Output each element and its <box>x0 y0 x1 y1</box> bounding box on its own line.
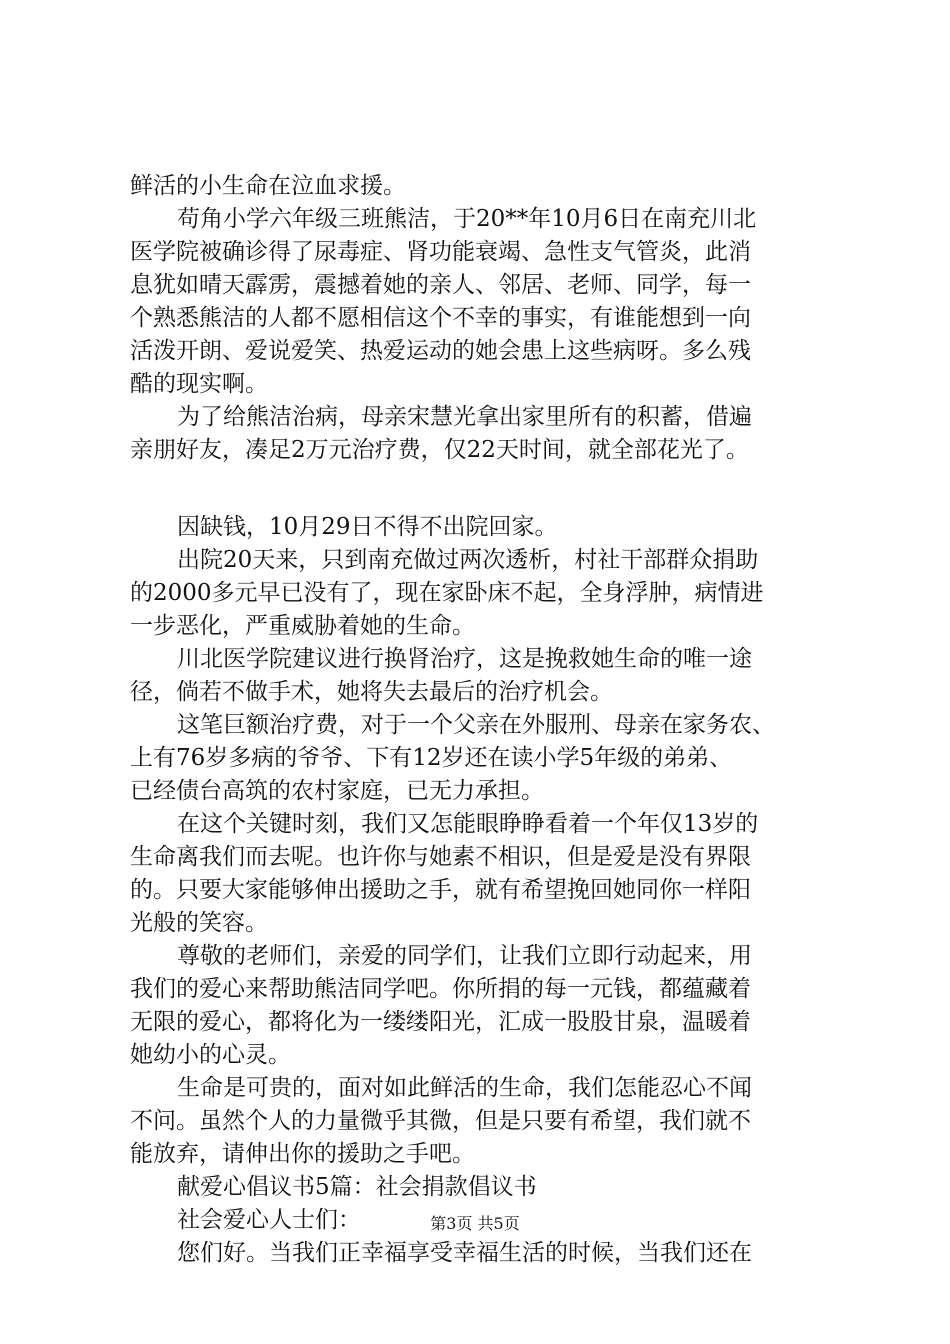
paragraph-start-line: 因缺钱，10月29日不得不出院回家。 <box>177 514 558 540</box>
text-line: 的2000多元早已没有了，现在家卧床不起，全身浮肿，病情进 <box>130 580 764 606</box>
text-line: 已经债台高筑的农村家庭，已无力承担。 <box>130 778 544 804</box>
text-line: 她幼小的心灵。 <box>130 1042 291 1068</box>
text-line: 无限的爱心，都将化为一缕缕阳光，汇成一股股甘泉，温暖着 <box>130 1009 751 1035</box>
paragraph-gap <box>130 467 842 511</box>
paragraph-start-line: 生命是可贵的，面对如此鲜活的生命，我们怎能忍心不闻 <box>177 1075 752 1101</box>
body-text <box>130 170 842 1270</box>
paragraph-start-line: 这笔巨额治疗费，对于一个父亲在外服刑、母亲在家务农、 <box>177 712 775 738</box>
paragraph-start-line: 您们好。当我们正幸福享受幸福生活的时候，当我们还在 <box>177 1240 752 1266</box>
text-line: 个熟悉熊洁的人都不愿相信这个不幸的事实，有谁能想到一向 <box>130 305 751 331</box>
paragraph-start-line: 川北医学院建议进行换肾治疗，这是挽救她生命的唯一途 <box>177 646 752 672</box>
text-line: 我们的爱心来帮助熊洁同学吧。你所捐的每一元钱，都蕴藏着 <box>130 976 751 1002</box>
salutation: 社会爱心人士们： <box>177 1207 361 1233</box>
section-heading: 献爱心倡议书5篇：社会捐款倡议书 <box>177 1174 537 1200</box>
paragraph-start-line: 出院20天来，只到南充做过两次透析，村社干部群众捐助 <box>177 547 759 573</box>
paragraph-start-line: 尊敬的老师们，亲爱的同学们，让我们立即行动起来，用 <box>177 943 752 969</box>
paragraph-start-line: 为了给熊洁治病，母亲宋慧光拿出家里所有的积蓄，借遍 <box>177 404 752 430</box>
text-line: 生命离我们而去呢。也许你与她素不相识，但是爱是没有界限 <box>130 844 751 870</box>
text-line: 径，倘若不做手术，她将失去最后的治疗机会。 <box>130 679 613 705</box>
text-line: 鲜活的小生命在泣血求援。 <box>130 173 406 199</box>
text-line: 酷的现实啊。 <box>130 371 268 397</box>
text-line: 息犹如晴天霹雳，震撼着她的亲人、邻居、老师、同学，每一 <box>130 272 751 298</box>
text-line: 不问。虽然个人的力量微乎其微，但是只要有希望，我们就不 <box>130 1108 751 1134</box>
text-line: 上有76岁多病的爷爷、下有12岁还在读小学5年级的弟弟、 <box>130 745 733 771</box>
text-line: 亲朋好友，凑足2万元治疗费，仅22天时间，就全部花光了。 <box>130 437 749 463</box>
page-number-footer: 第3页 共5页 <box>430 1214 520 1233</box>
text-line: 医学院被确诊得了尿毒症、肾功能衰竭、急性支气管炎，此消 <box>130 239 751 265</box>
text-line: 光般的笑容。 <box>130 910 268 936</box>
paragraph-start-line: 在这个关键时刻，我们又怎能眼睁睁看着一个年仅13岁的 <box>177 811 759 837</box>
text-line: 活泼开朗、爱说爱笑、热爱运动的她会患上这些病呀。多么残 <box>130 338 751 364</box>
text-line: 的。只要大家能够伸出援助之手，就有希望挽回她同你一样阳 <box>130 877 751 903</box>
paragraph-start-line: 苟角小学六年级三班熊洁，于20**年10月6日在南充川北 <box>177 206 757 232</box>
text-line: 一步恶化，严重威胁着她的生命。 <box>130 613 475 639</box>
text-line: 能放弃，请伸出你的援助之手吧。 <box>130 1141 475 1167</box>
